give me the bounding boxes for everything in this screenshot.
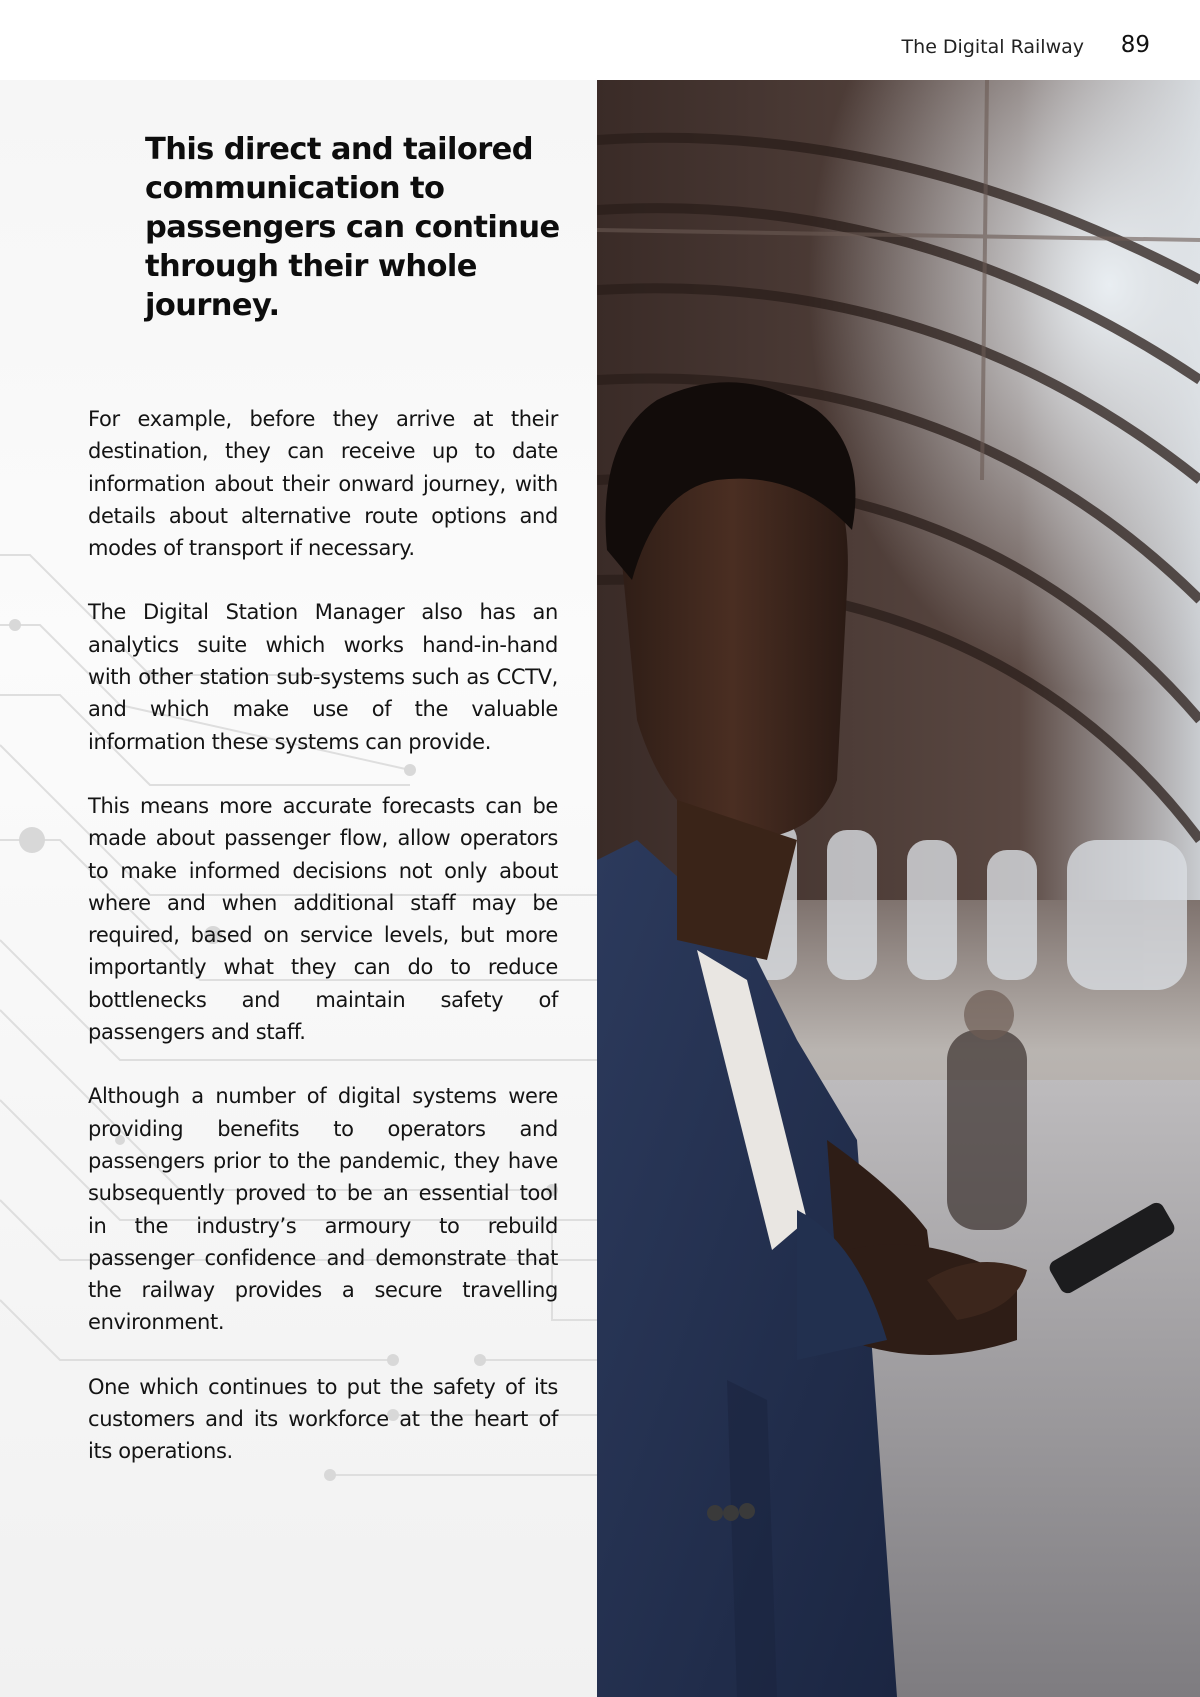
page-header bbox=[0, 0, 1200, 80]
paragraph-passenger-flow: This means more accurate forecasts can be made about passenger flow, allow operators to make informed decisions not only about where and when additional staff may be required, based on service levels, but more importantly what they can do to reduce bottlenecks and maintain safety of passengers and staff. bbox=[88, 793, 558, 1045]
body-text bbox=[88, 403, 558, 1500]
paragraph-pandemic: Although a number of digital systems were providing benefits to operators and passengers prior to the pandemic, they have subsequently proved to be an essential tool in the industry’s armoury to rebuild passenger confidence and demonstrate that the railway provides a secure travelling environment. bbox=[88, 1084, 558, 1335]
paragraph-analytics-suite: The Digital Station Manager also has an analytics suite which works hand-in-hand with other station sub-systems such as CCTV, and which make use of the valuable information these systems can provide. bbox=[88, 600, 558, 754]
paragraph-onward-journey: For example, before they arrive at their destination, they can receive up to date information about their onward journey, with details about alternative route options and modes of transport if necessary. bbox=[88, 407, 558, 561]
running-title: The Digital Railway bbox=[901, 36, 1084, 58]
text-panel bbox=[0, 80, 597, 1697]
station-passenger-photo bbox=[597, 80, 1200, 1697]
pull-quote: This direct and tailored communication to passengers can continue through their whole journey. bbox=[145, 132, 560, 323]
paragraph-safety: One which continues to put the safety of its customers and its workforce at the heart of its operations. bbox=[88, 1374, 558, 1464]
page-number: 89 bbox=[1120, 32, 1150, 58]
